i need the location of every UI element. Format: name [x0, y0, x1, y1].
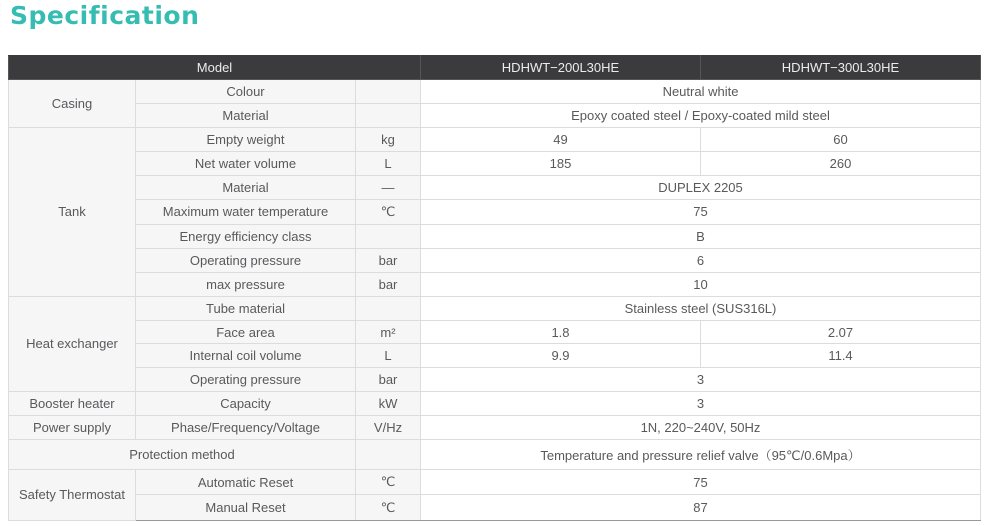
- parameter-cell: Tube material: [136, 296, 356, 320]
- value-cell: 87: [421, 495, 981, 521]
- parameter-cell: Manual Reset: [136, 495, 356, 521]
- parameter-cell: Operating pressure: [136, 248, 356, 272]
- table-row: [9, 368, 981, 392]
- table-row: [9, 175, 981, 199]
- parameter-cell: Automatic Reset: [136, 469, 356, 494]
- parameter-cell: max pressure: [136, 272, 356, 296]
- model-header-cell: Model: [9, 56, 421, 80]
- parameter-cell: Net water volume: [136, 151, 356, 175]
- value-cell: B: [421, 224, 981, 248]
- parameter-cell: Colour: [136, 80, 356, 104]
- unit-cell: m²: [356, 320, 421, 344]
- unit-cell: —: [356, 175, 421, 199]
- parameter-cell: Material: [136, 103, 356, 127]
- value-cell: Epoxy coated steel / Epoxy-coated mild steel: [421, 103, 981, 127]
- value-cell: 2.07: [701, 320, 981, 344]
- model-column-header-2: HDHWT−300L30HE: [701, 56, 981, 80]
- parameter-cell: Face area: [136, 320, 356, 344]
- table-header-row: [9, 56, 981, 80]
- table-row: [9, 495, 981, 521]
- page-title: Specification: [10, 1, 200, 30]
- parameter-cell: Material: [136, 175, 356, 199]
- table-row: [9, 344, 981, 368]
- parameter-cell: Phase/Frequency/Voltage: [136, 416, 356, 440]
- table-row: [9, 224, 981, 248]
- unit-cell: ℃: [356, 495, 421, 521]
- table-row: [9, 127, 981, 151]
- unit-cell: L: [356, 151, 421, 175]
- parameter-cell: Operating pressure: [136, 368, 356, 392]
- table-row: [9, 416, 981, 440]
- value-cell: Temperature and pressure relief valve（95℃/0.6Mpa）: [421, 440, 981, 470]
- value-cell: 1N, 220~240V, 50Hz: [421, 416, 981, 440]
- unit-cell: bar: [356, 248, 421, 272]
- value-cell: 3: [421, 392, 981, 416]
- table-row: [9, 103, 981, 127]
- parameter-cell: Energy efficiency class: [136, 224, 356, 248]
- table-row: [9, 296, 981, 320]
- unit-cell: [356, 103, 421, 127]
- category-cell: Protection method: [9, 440, 356, 470]
- table-row: [9, 469, 981, 494]
- unit-cell: L: [356, 344, 421, 368]
- category-cell: Power supply: [9, 416, 136, 440]
- specification-table: [8, 55, 981, 521]
- value-cell: 11.4: [701, 344, 981, 368]
- unit-cell: kW: [356, 392, 421, 416]
- unit-cell: bar: [356, 272, 421, 296]
- model-column-header-1: HDHWT−200L30HE: [421, 56, 701, 80]
- parameter-cell: Capacity: [136, 392, 356, 416]
- value-cell: 185: [421, 151, 701, 175]
- unit-cell: ℃: [356, 469, 421, 494]
- value-cell: 3: [421, 368, 981, 392]
- value-cell: 10: [421, 272, 981, 296]
- value-cell: 6: [421, 248, 981, 272]
- value-cell: Neutral white: [421, 80, 981, 104]
- unit-cell: ℃: [356, 199, 421, 224]
- unit-cell: V/Hz: [356, 416, 421, 440]
- value-cell: 60: [701, 127, 981, 151]
- unit-cell: [356, 296, 421, 320]
- value-cell: 75: [421, 199, 981, 224]
- value-cell: 9.9: [421, 344, 701, 368]
- value-cell: 49: [421, 127, 701, 151]
- category-cell: Casing: [9, 80, 136, 128]
- value-cell: 75: [421, 469, 981, 494]
- table-row: [9, 80, 981, 104]
- unit-cell: [356, 224, 421, 248]
- table-row: [9, 151, 981, 175]
- table-row: [9, 320, 981, 344]
- category-cell: Tank: [9, 127, 136, 296]
- table-row: [9, 272, 981, 296]
- value-cell: Stainless steel (SUS316L): [421, 296, 981, 320]
- table-row: [9, 392, 981, 416]
- value-cell: DUPLEX 2205: [421, 175, 981, 199]
- value-cell: 1.8: [421, 320, 701, 344]
- table-row: [9, 440, 981, 470]
- unit-cell: [356, 80, 421, 104]
- category-cell: Heat exchanger: [9, 296, 136, 392]
- unit-cell: bar: [356, 368, 421, 392]
- value-cell: 260: [701, 151, 981, 175]
- parameter-cell: Empty weight: [136, 127, 356, 151]
- parameter-cell: Internal coil volume: [136, 344, 356, 368]
- parameter-cell: Maximum water temperature: [136, 199, 356, 224]
- category-cell: Safety Thermostat: [9, 469, 136, 520]
- unit-cell: kg: [356, 127, 421, 151]
- category-cell: Booster heater: [9, 392, 136, 416]
- unit-cell: [356, 440, 421, 470]
- table-row: [9, 199, 981, 224]
- table-row: [9, 248, 981, 272]
